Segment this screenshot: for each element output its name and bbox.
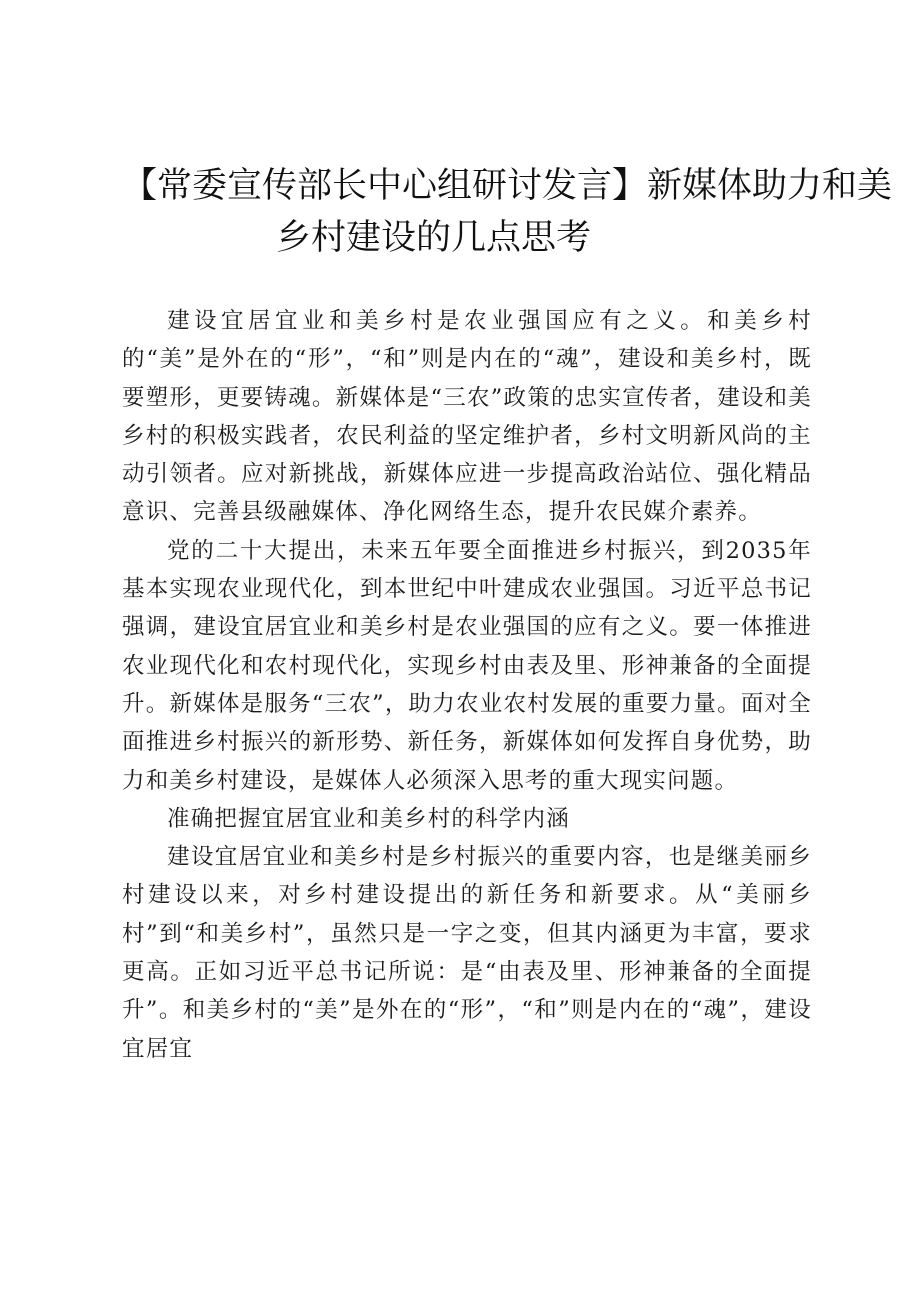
section-paragraph: 建设宜居宜业和美乡村是乡村振兴的重要内容，也是继美丽乡村建设以来，对乡村建设提出的新任务和新要求。从“美丽乡村”到“和美乡村”，虽然只是一字之变，但其内涵更为丰富，要求更高。正如习近平总书记所说：是“由表及里、形神兼备的全面提升”。和美乡村的“美”是外在的“形”，“和”则是内在的“魂”，建设宜居宜: [122, 844, 812, 1062]
document-body: [122, 302, 812, 1068]
document-title: [122, 160, 893, 264]
title-line-1: 【常委宣传部长中心组研讨发言】新媒体助力和美: [122, 166, 893, 206]
section-heading: 准确把握宜居宜业和美乡村的科学内涵: [167, 805, 570, 832]
body-paragraph-1: 建设宜居宜业和美乡村是农业强国应有之义。和美乡村的“美”是外在的“形”，“和”则是内在的“魂”，建设和美乡村，既要塑形，更要铸魂。新媒体是“三农”政策的忠实宣传者，建设和美乡村的积极实践者，农民利益的坚定维护者，乡村文明新风尚的主动引领者。应对新挑战，新媒体应进一步提高政治站位、强化精品意识、完善县级融媒体、净化网络生态，提升农民媒介素养。: [122, 308, 812, 526]
title-line-2: 乡村建设的几点思考: [276, 218, 592, 258]
body-paragraph-2: 党的二十大提出，未来五年要全面推进乡村振兴，到2035年基本实现农业现代化，到本世纪中叶建成农业强国。习近平总书记强调，建设宜居宜业和美乡村是农业强国的应有之义。要一体推进农业现代化和农村现代化，实现乡村由表及里、形神兼备的全面提升。新媒体是服务“三农”，助力农业农村发展的重要力量。面对全面推进乡村振兴的新形势、新任务，新媒体如何发挥自身优势，助力和美乡村建设，是媒体人必须深入思考的重大现实问题。: [122, 537, 812, 794]
